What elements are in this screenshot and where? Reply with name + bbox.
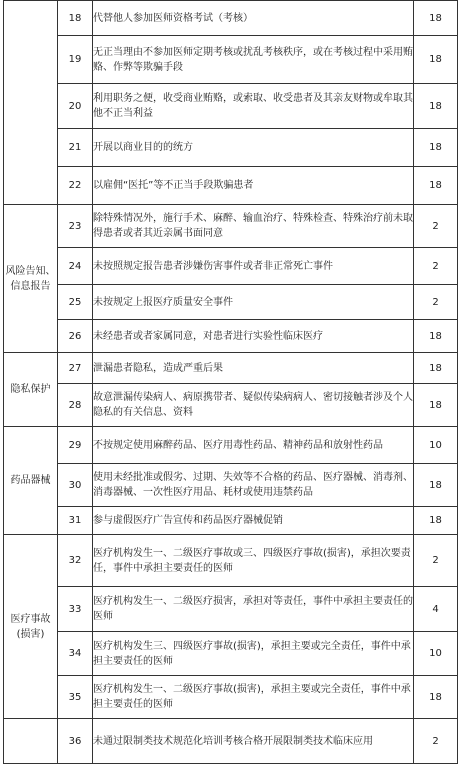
category-cell: 隐私保护 xyxy=(4,353,58,427)
item-score: 18 xyxy=(414,464,458,507)
item-number: 32 xyxy=(58,535,93,587)
item-score: 2 xyxy=(414,248,458,285)
item-score: 10 xyxy=(414,632,458,676)
item-description: 不按规定使用麻醉药品、医疗用毒性药品、精神药品和放射性药品 xyxy=(93,427,414,464)
table-row xyxy=(4,632,458,676)
category-cell: 药品器械 xyxy=(4,427,58,535)
table-row xyxy=(4,320,458,353)
table-row xyxy=(4,676,458,719)
item-number: 26 xyxy=(58,320,93,353)
item-score: 18 xyxy=(414,84,458,129)
item-description: 故意泄漏传染病人、病原携带者、疑似传染病病人、密切接触者涉及个人隐私的有关信息、资料 xyxy=(93,384,414,427)
item-description: 以雇佣“医托”等不正当手段欺骗患者 xyxy=(93,167,414,205)
item-description: 除特殊情况外，施行手术、麻醉、输血治疗、特殊检查、特殊治疗前未取得患者或者其近亲属书面同意 xyxy=(93,205,414,248)
item-score: 2 xyxy=(414,205,458,248)
item-number: 22 xyxy=(58,167,93,205)
item-number: 24 xyxy=(58,248,93,285)
item-description: 利用职务之便，收受商业贿赂，或索取、收受患者及其亲友财物或牟取其他不正当利益 xyxy=(93,84,414,129)
table-row xyxy=(4,353,458,384)
table-row xyxy=(4,167,458,205)
item-number: 36 xyxy=(58,719,93,764)
item-score: 18 xyxy=(414,320,458,353)
item-description: 泄漏患者隐私，造成严重后果 xyxy=(93,353,414,384)
item-description: 医疗机构发生一、二级医疗事故(损害)，承担主要或完全责任，事件中承担主要责任的医师 xyxy=(93,676,414,719)
item-number: 21 xyxy=(58,129,93,167)
item-number: 35 xyxy=(58,676,93,719)
item-number: 34 xyxy=(58,632,93,676)
item-description: 医疗机构发生一、二级医疗损害，承担对等责任，事件中承担主要责任的医师 xyxy=(93,587,414,632)
item-score: 18 xyxy=(414,167,458,205)
table-row xyxy=(4,719,458,764)
item-number: 25 xyxy=(58,285,93,320)
item-description: 医疗机构发生三、四级医疗事故(损害)，承担主要或完全责任，事件中承担主要责任的医师 xyxy=(93,632,414,676)
item-number: 31 xyxy=(58,507,93,535)
table-row xyxy=(4,427,458,464)
item-score: 18 xyxy=(414,507,458,535)
table-row xyxy=(4,248,458,285)
table-row xyxy=(4,587,458,632)
table-row xyxy=(4,535,458,587)
category-cell xyxy=(4,719,58,764)
item-score: 18 xyxy=(414,384,458,427)
table-row xyxy=(4,384,458,427)
item-number: 29 xyxy=(58,427,93,464)
item-number: 23 xyxy=(58,205,93,248)
item-description: 开展以商业目的的统方 xyxy=(93,129,414,167)
item-score: 18 xyxy=(414,129,458,167)
item-description: 使用未经批准或假劣、过期、失效等不合格的药品、医疗器械、消毒剂、消毒器械、一次性医疗用品、耗材或使用违禁药品 xyxy=(93,464,414,507)
item-description: 医疗机构发生一、二级医疗事故或三、四级医疗事故(损害)，承担次要责任，事件中承担主要责任的医师 xyxy=(93,535,414,587)
item-description: 未经患者或者家属同意，对患者进行实验性临床医疗 xyxy=(93,320,414,353)
item-score: 10 xyxy=(414,427,458,464)
item-score: 18 xyxy=(414,676,458,719)
table-row xyxy=(4,205,458,248)
item-number: 30 xyxy=(58,464,93,507)
item-score: 2 xyxy=(414,719,458,764)
table-row xyxy=(4,1,458,36)
item-description: 代替他人参加医师资格考试（考核） xyxy=(93,1,414,36)
item-score: 18 xyxy=(414,353,458,384)
regulation-table xyxy=(3,0,458,764)
item-description: 未按规定上报医疗质量安全事件 xyxy=(93,285,414,320)
item-number: 18 xyxy=(58,1,93,36)
item-description: 未按照规定报告患者涉嫌伤害事件或者非正常死亡事件 xyxy=(93,248,414,285)
item-description: 无正当理由不参加医师定期考核或扰乱考核秩序，或在考核过程中采用贿赂、作弊等欺骗手段 xyxy=(93,36,414,84)
table-row xyxy=(4,129,458,167)
category-cell: 医疗事故(损害) xyxy=(4,535,58,719)
item-number: 33 xyxy=(58,587,93,632)
item-score: 2 xyxy=(414,285,458,320)
category-cell xyxy=(4,1,58,205)
table-row xyxy=(4,84,458,129)
table-row xyxy=(4,507,458,535)
item-description: 参与虚假医疗广告宣传和药品医疗器械促销 xyxy=(93,507,414,535)
item-number: 27 xyxy=(58,353,93,384)
item-score: 4 xyxy=(414,587,458,632)
item-number: 19 xyxy=(58,36,93,84)
table-row xyxy=(4,36,458,84)
table-row xyxy=(4,285,458,320)
category-cell: 风险告知、信息报告 xyxy=(4,205,58,353)
item-score: 18 xyxy=(414,36,458,84)
item-score: 2 xyxy=(414,535,458,587)
item-number: 20 xyxy=(58,84,93,129)
item-description: 未通过限制类技术规范化培训考核合格开展限制类技术临床应用 xyxy=(93,719,414,764)
table-row xyxy=(4,464,458,507)
item-number: 28 xyxy=(58,384,93,427)
item-score: 18 xyxy=(414,1,458,36)
